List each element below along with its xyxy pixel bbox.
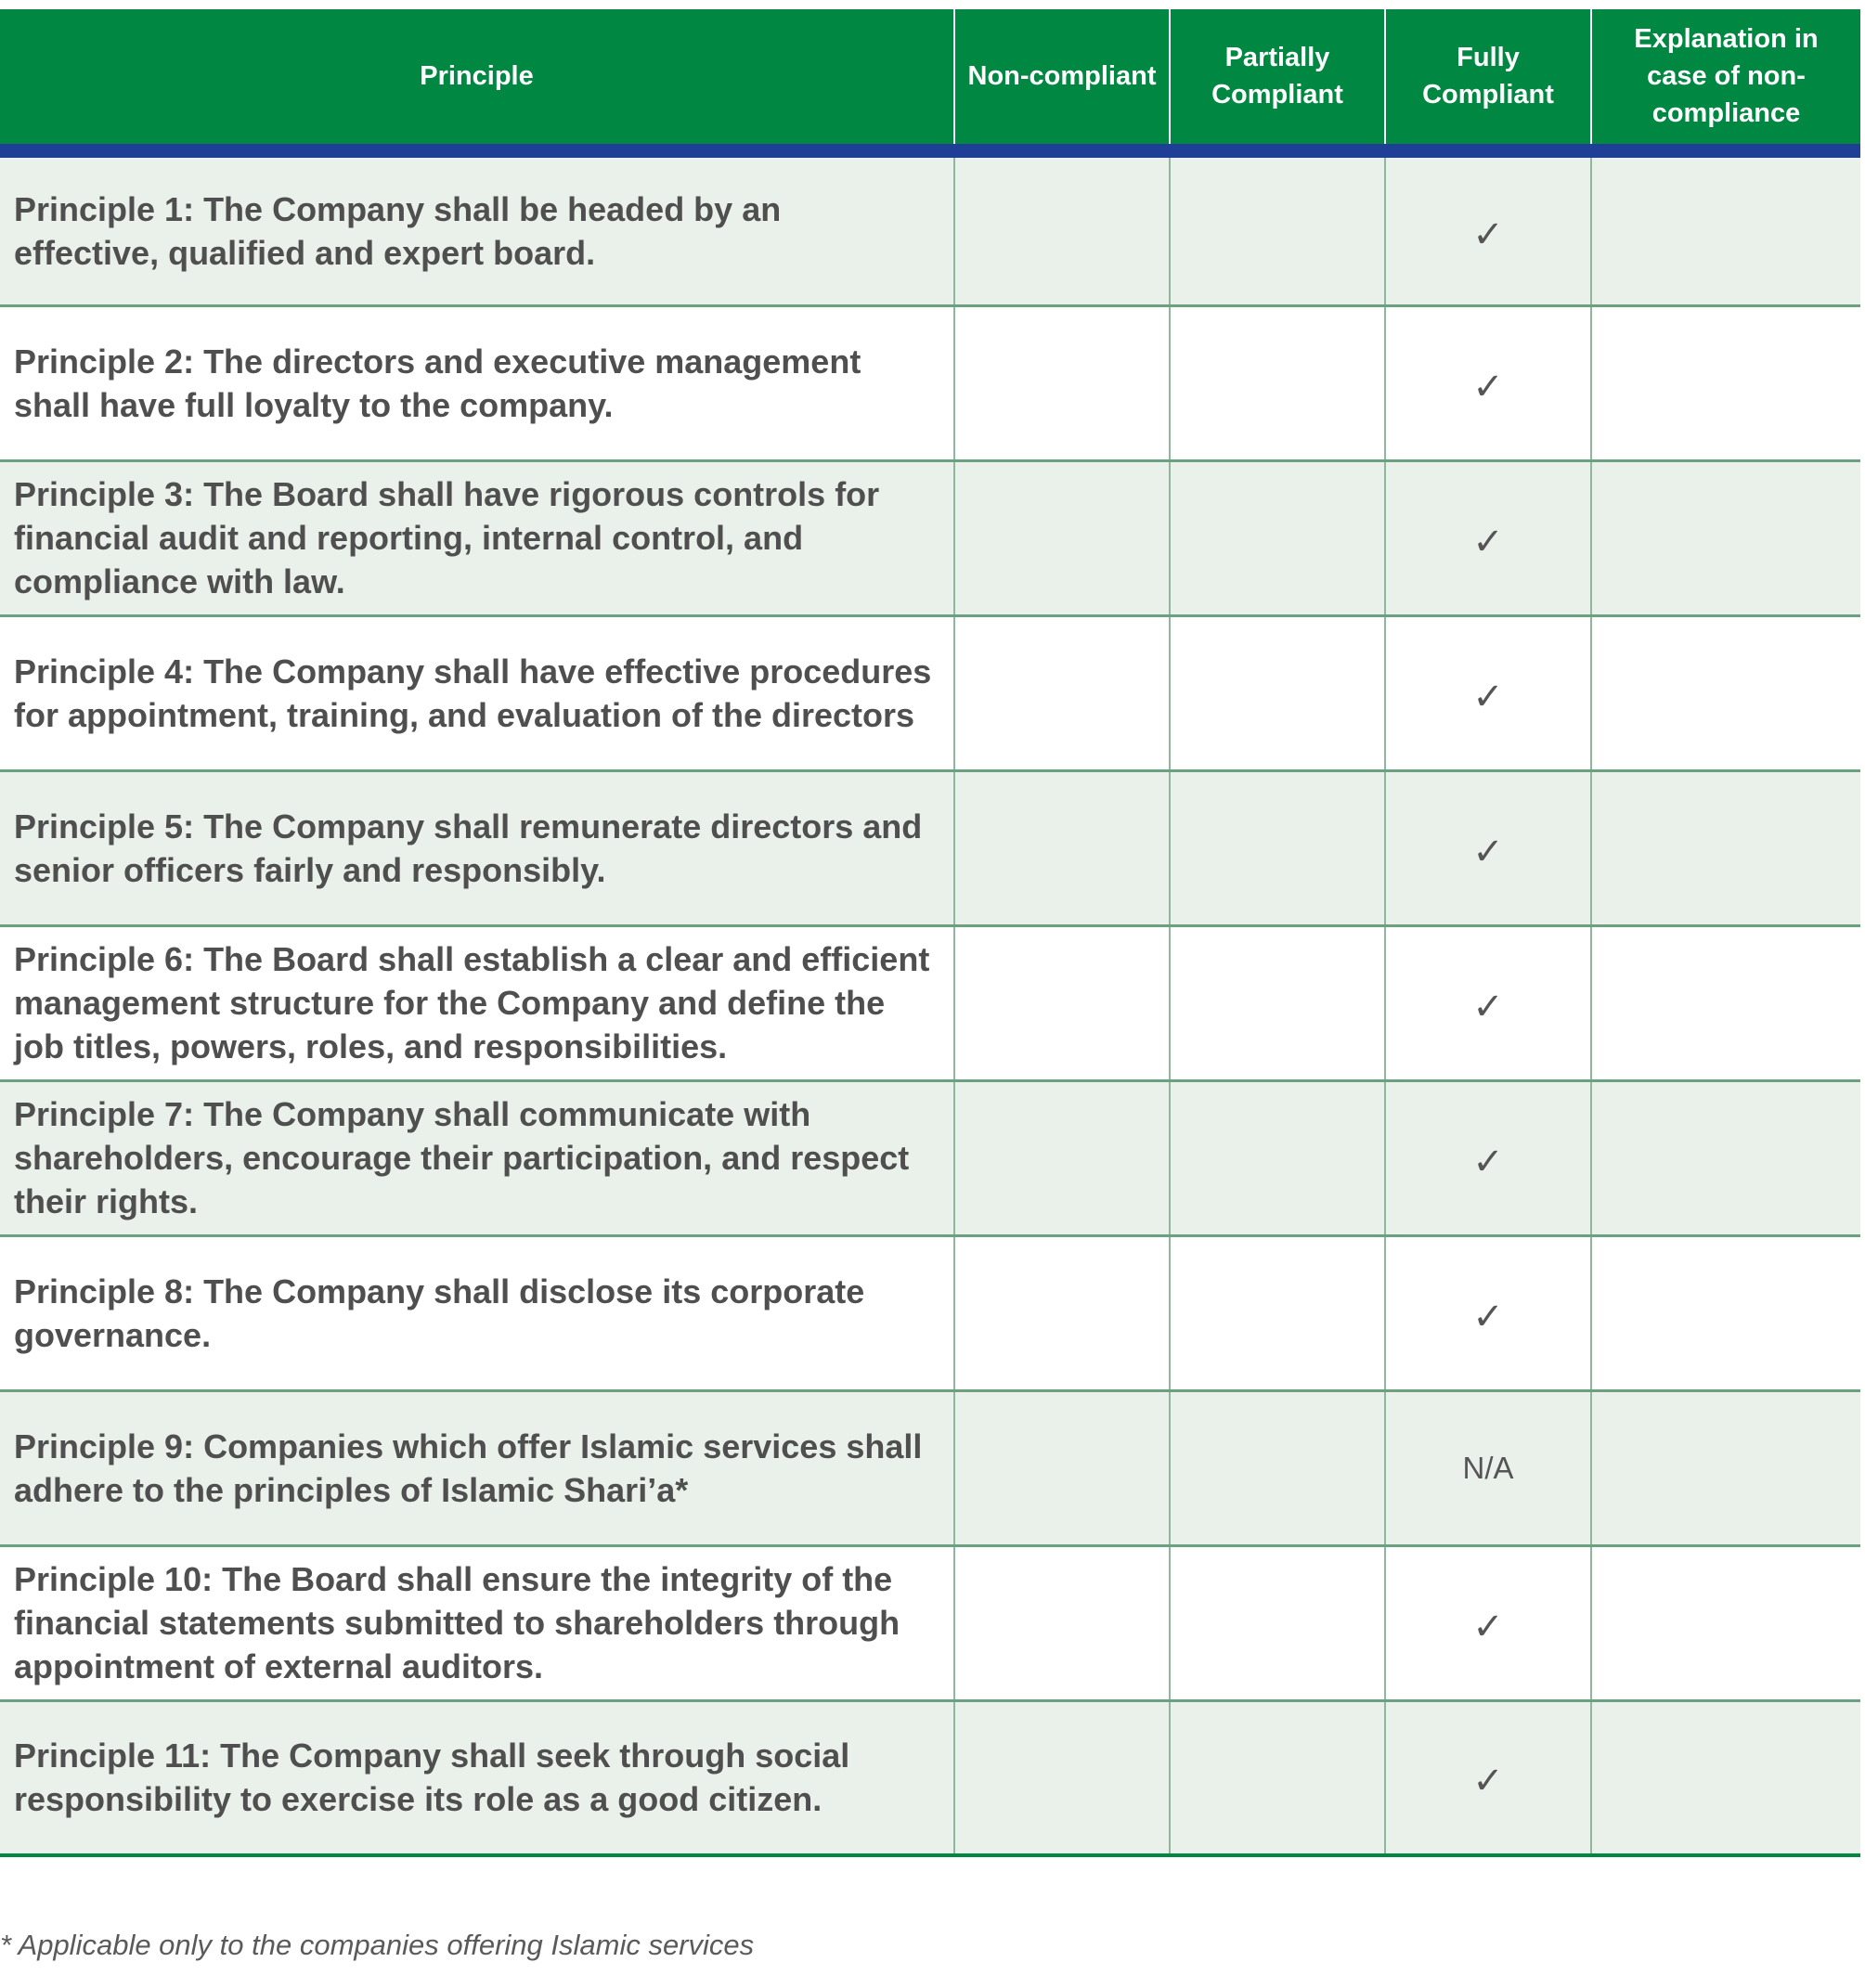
principle-text: Principle 8: The Company shall disclose its corporate governance.: [14, 1272, 865, 1354]
table-row: [0, 615, 1860, 770]
checkmark-icon: ✓: [1472, 520, 1504, 563]
cell-principle: [0, 770, 954, 925]
cell-partially-compliant: [1170, 150, 1385, 305]
principle-text: Principle 9: Companies which offer Islamic services shall adhere to the principles of Islamic Shari’a*: [14, 1426, 923, 1509]
principle-text: Principle 1: The Company shall be headed by an effective, qualified and expert board.: [14, 189, 782, 272]
cell-non-compliant: [954, 150, 1170, 305]
cell-non-compliant: [954, 615, 1170, 770]
header-principle: Principle: [0, 9, 954, 150]
table-row: [0, 1235, 1860, 1390]
checkmark-icon: ✓: [1472, 985, 1504, 1028]
cell-explanation: [1591, 1080, 1860, 1235]
cell-fully-compliant: [1385, 1235, 1591, 1390]
header-row: [0, 9, 1860, 150]
cell-partially-compliant: [1170, 1235, 1385, 1390]
cell-fully-compliant: [1385, 1545, 1591, 1700]
table-row: [0, 1700, 1860, 1855]
compliance-table: [0, 9, 1860, 1857]
cell-fully-compliant: [1385, 460, 1591, 615]
cell-partially-compliant: [1170, 1080, 1385, 1235]
principle-text: Principle 3: The Board shall have rigorous controls for financial audit and reporting, internal control, and compliance with law.: [14, 475, 880, 600]
cell-non-compliant: [954, 1700, 1170, 1855]
cell-partially-compliant: [1170, 305, 1385, 460]
cell-non-compliant: [954, 770, 1170, 925]
cell-fully-compliant: [1385, 615, 1591, 770]
cell-partially-compliant: [1170, 925, 1385, 1080]
header-non-compliant: Non-compliant: [954, 9, 1170, 150]
header-fully-compliant: Fully Compliant: [1385, 9, 1591, 150]
table-row: [0, 925, 1860, 1080]
table-header: [0, 9, 1860, 150]
cell-principle: [0, 1235, 954, 1390]
table-row: [0, 1545, 1860, 1700]
table-row: [0, 305, 1860, 460]
checkmark-icon: ✓: [1472, 1605, 1504, 1648]
cell-partially-compliant: [1170, 1390, 1385, 1545]
cell-fully-compliant: [1385, 1080, 1591, 1235]
status-text: N/A: [1462, 1450, 1514, 1485]
cell-fully-compliant: [1385, 150, 1591, 305]
checkmark-icon: ✓: [1472, 830, 1504, 873]
principle-text: Principle 4: The Company shall have effective procedures for appointment, training, and evaluation of the directors: [14, 652, 932, 734]
cell-partially-compliant: [1170, 1545, 1385, 1700]
cell-explanation: [1591, 460, 1860, 615]
cell-principle: [0, 305, 954, 460]
cell-explanation: [1591, 1545, 1860, 1700]
cell-explanation: [1591, 305, 1860, 460]
principle-text: Principle 10: The Board shall ensure the integrity of the financial statements submitted to shareholders through appointment of external auditors.: [14, 1560, 900, 1685]
table-row: [0, 460, 1860, 615]
cell-explanation: [1591, 1700, 1860, 1855]
header-explanation: Explanation in case of non-compliance: [1591, 9, 1860, 150]
table-row: [0, 150, 1860, 305]
cell-non-compliant: [954, 925, 1170, 1080]
checkmark-icon: ✓: [1472, 1760, 1504, 1803]
cell-non-compliant: [954, 1235, 1170, 1390]
cell-explanation: [1591, 925, 1860, 1080]
cell-non-compliant: [954, 460, 1170, 615]
cell-principle: [0, 1390, 954, 1545]
cell-non-compliant: [954, 1390, 1170, 1545]
cell-partially-compliant: [1170, 460, 1385, 615]
checkmark-icon: ✓: [1472, 1140, 1504, 1183]
header-partially-compliant: Partially Compliant: [1170, 9, 1385, 150]
cell-partially-compliant: [1170, 1700, 1385, 1855]
checkmark-icon: ✓: [1472, 675, 1504, 718]
cell-explanation: [1591, 615, 1860, 770]
cell-non-compliant: [954, 305, 1170, 460]
cell-fully-compliant: [1385, 305, 1591, 460]
cell-non-compliant: [954, 1545, 1170, 1700]
principle-text: Principle 5: The Company shall remunerate directors and senior officers fairly and responsibly.: [14, 807, 923, 889]
table-row: [0, 1390, 1860, 1545]
cell-fully-compliant: [1385, 925, 1591, 1080]
cell-non-compliant: [954, 1080, 1170, 1235]
cell-fully-compliant: [1385, 1390, 1591, 1545]
cell-fully-compliant: [1385, 1700, 1591, 1855]
principle-text: Principle 11: The Company shall seek through social responsibility to exercise its role as a good citizen.: [14, 1736, 850, 1819]
cell-principle: [0, 460, 954, 615]
cell-partially-compliant: [1170, 615, 1385, 770]
cell-principle: [0, 925, 954, 1080]
principle-text: Principle 2: The directors and executive management shall have full loyalty to the company.: [14, 342, 861, 424]
compliance-table-container: [0, 9, 1860, 1857]
cell-partially-compliant: [1170, 770, 1385, 925]
cell-principle: [0, 615, 954, 770]
cell-explanation: [1591, 1235, 1860, 1390]
cell-explanation: [1591, 770, 1860, 925]
footnote: * Applicable only to the companies offering Islamic services: [0, 1929, 755, 1961]
checkmark-icon: ✓: [1472, 365, 1504, 408]
cell-explanation: [1591, 150, 1860, 305]
checkmark-icon: ✓: [1472, 1295, 1504, 1338]
cell-explanation: [1591, 1390, 1860, 1545]
cell-principle: [0, 150, 954, 305]
principle-text: Principle 7: The Company shall communicate with shareholders, encourage their participation, and respect their rights.: [14, 1095, 910, 1220]
table-row: [0, 1080, 1860, 1235]
table-row: [0, 770, 1860, 925]
checkmark-icon: ✓: [1472, 213, 1504, 256]
principle-text: Principle 6: The Board shall establish a clear and efficient management structure for the Company and define the job titles, powers, roles, and responsibilities.: [14, 940, 930, 1065]
table-body: [0, 150, 1860, 1855]
cell-principle: [0, 1080, 954, 1235]
cell-principle: [0, 1545, 954, 1700]
cell-fully-compliant: [1385, 770, 1591, 925]
cell-principle: [0, 1700, 954, 1855]
